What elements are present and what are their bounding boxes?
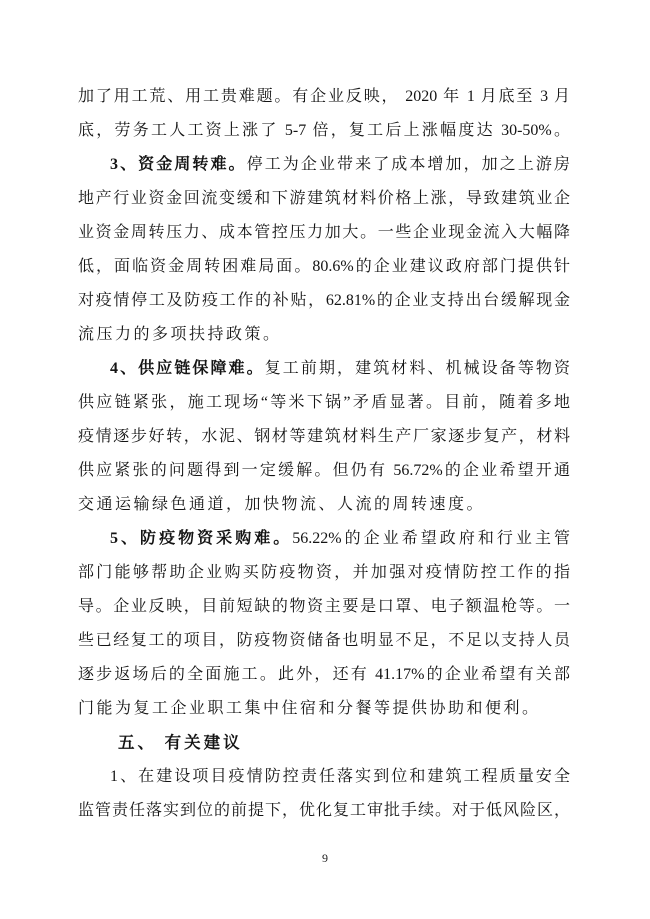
text-line	[78, 182, 570, 216]
line-text: 流压力的多项扶持政策。	[78, 326, 282, 343]
text-line	[78, 80, 570, 114]
text-line	[78, 590, 570, 624]
text-line	[78, 658, 570, 692]
text-line	[78, 794, 570, 828]
text-line	[78, 420, 570, 454]
line-text: 导。企业反映，目前短缺的物资主要是口罩、电子额温枪等。一	[78, 598, 570, 615]
bold-lead: 3、资金周转难。	[110, 156, 247, 173]
bold-lead: 五、 有关建议	[118, 734, 243, 752]
text-line	[78, 148, 570, 182]
text-line	[78, 386, 570, 420]
line-text: 供应紧张的问题得到一定缓解。但仍有 56.72%的企业希望开通	[78, 462, 570, 479]
line-text: 业资金周转压力、成本管控压力加大。一些企业现金流入大幅降	[78, 224, 570, 241]
line-text: 门能为复工企业职工集中住宿和分餐等提供协助和便利。	[78, 700, 541, 717]
line-text: 低，面临资金周转困难局面。80.6%的企业建议政府部门提供针	[78, 258, 570, 275]
text-line	[78, 284, 570, 318]
text-line	[78, 318, 570, 352]
text-line	[78, 556, 570, 590]
document-body	[78, 80, 570, 828]
line-text: 复工前期，建筑材料、机械设备等物资	[264, 360, 570, 377]
line-text: 地产行业资金回流变缓和下游建筑材料价格上涨，导致建筑业企	[78, 190, 570, 207]
line-text: 部门能够帮助企业购买防疫物资，并加强对疫情防控工作的指	[78, 564, 570, 581]
line-text: 底，劳务工人工资上涨了 5-7 倍，复工后上涨幅度达 30-50%。	[78, 122, 570, 139]
line-text: 停工为企业带来了成本增加，加之上游房	[246, 156, 570, 173]
text-line	[78, 114, 570, 148]
text-line	[78, 692, 570, 726]
line-text: 加了用工荒、用工贵难题。有企业反映， 2020 年 1 月底至 3 月	[78, 88, 570, 105]
text-line	[78, 454, 570, 488]
line-text: 1、在建设项目疫情防控责任落实到位和建筑工程质量安全	[110, 768, 570, 785]
text-line	[78, 488, 570, 522]
line-text: 些已经复工的项目，防疫物资储备也明显不足，不足以支持人员	[78, 632, 570, 649]
text-line	[78, 216, 570, 250]
line-text: 逐步返场后的全面施工。此外，还有 41.17%的企业希望有关部	[78, 666, 570, 683]
line-text: 疫情逐步好转，水泥、钢材等建筑材料生产厂家逐步复产，材料	[78, 428, 570, 445]
text-line	[78, 624, 570, 658]
text-line	[78, 250, 570, 284]
text-line	[78, 760, 570, 794]
bold-lead: 5、防疫物资采购难。	[110, 530, 293, 547]
section-heading	[78, 726, 570, 760]
line-text: 56.22%的企业希望政府和行业主管	[292, 530, 570, 547]
line-text: 供应链紧张，施工现场“等米下锅”矛盾显著。目前，随着多地	[78, 394, 570, 411]
page-number: 9	[322, 851, 328, 865]
bold-lead: 4、供应链保障难。	[110, 360, 265, 377]
line-text: 对疫情停工及防疫工作的补贴，62.81%的企业支持出台缓解现金	[78, 292, 570, 309]
text-line	[78, 522, 570, 556]
text-line	[78, 352, 570, 386]
line-text: 监管责任落实到位的前提下，优化复工审批手续。对于低风险区，	[78, 802, 570, 819]
line-text: 交通运输绿色通道，加快物流、人流的周转速度。	[78, 496, 486, 513]
